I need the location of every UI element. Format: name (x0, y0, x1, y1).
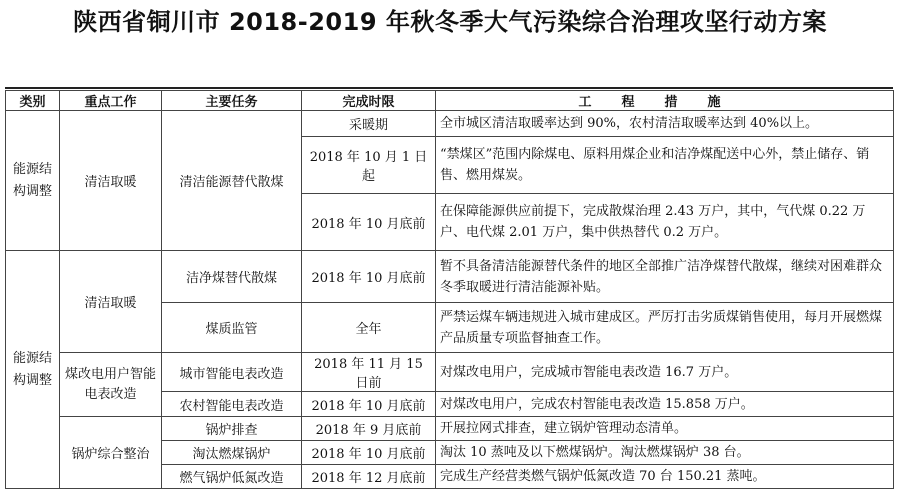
measure-cell: 开展拉网式排查，建立锅炉管理动态清单。 (436, 417, 894, 441)
measure-cell: 全市城区清洁取暖率达到 90%，农村清洁取暖率达到 40%以上。 (436, 111, 894, 137)
table-row (6, 111, 894, 137)
deadline-cell: 2018 年 10 月底前 (302, 392, 436, 417)
measure-cell: 对煤改电用户，完成城市智能电表改造 16.7 万户。 (436, 353, 894, 392)
task-cell: 农村智能电表改造 (162, 392, 302, 417)
measure-cell: 完成生产经营类燃气锅炉低氮改造 70 台 150.21 蒸吨。 (436, 465, 894, 489)
category-cell: 能源结构调整 (6, 251, 60, 489)
measure-cell: 严禁运煤车辆违规进入城市建成区。严厉打击劣质煤销售使用，每月开展燃煤产品质量专项监督抽查工作。 (436, 303, 894, 353)
measure-cell: 对煤改电用户，完成农村智能电表改造 15.858 万户。 (436, 392, 894, 417)
action-plan-table (5, 90, 894, 489)
key-work-cell: 锅炉综合整治 (60, 417, 162, 489)
category-cell: 能源结构调整 (6, 111, 60, 251)
task-cell: 城市智能电表改造 (162, 353, 302, 392)
deadline-cell: 采暖期 (302, 111, 436, 137)
key-work-cell: 清洁取暖 (60, 111, 162, 251)
header-key-work: 重点工作 (60, 91, 162, 111)
measure-cell: 淘汰 10 蒸吨及以下燃煤锅炉。淘汰燃煤锅炉 38 台。 (436, 441, 894, 465)
task-cell: 淘汰燃煤锅炉 (162, 441, 302, 465)
table-row (6, 353, 894, 392)
deadline-cell: 2018 年 9 月底前 (302, 417, 436, 441)
key-work-cell: 清洁取暖 (60, 251, 162, 353)
deadline-cell: 2018 年 10 月底前 (302, 194, 436, 251)
header-row (6, 91, 894, 111)
table-row (6, 251, 894, 303)
page-title: 陕西省铜川市 2018-2019 年秋冬季大气污染综合治理攻坚行动方案 (73, 8, 827, 36)
deadline-cell: 全年 (302, 303, 436, 353)
title-divider (5, 87, 893, 89)
header-deadline: 完成时限 (302, 91, 436, 111)
task-cell: 煤质监管 (162, 303, 302, 353)
header-category: 类别 (6, 91, 60, 111)
task-cell: 燃气锅炉低氮改造 (162, 465, 302, 489)
task-cell: 洁净煤替代散煤 (162, 251, 302, 303)
header-measures: 工程措施 (436, 91, 894, 111)
header-main-task: 主要任务 (162, 91, 302, 111)
deadline-cell: 2018 年 12 月底前 (302, 465, 436, 489)
deadline-cell: 2018 年 10 月底前 (302, 251, 436, 303)
deadline-cell: 2018 年 10 月底前 (302, 441, 436, 465)
task-cell: 锅炉排查 (162, 417, 302, 441)
task-cell: 清洁能源替代散煤 (162, 111, 302, 251)
measure-cell: 在保障能源供应前提下，完成散煤治理 2.43 万户，其中，气代煤 0.22 万户、电代煤 2.01 万户，集中供热替代 0.2 万户。 (436, 194, 894, 251)
measure-cell: “禁煤区”范围内除煤电、原料用煤企业和洁净煤配送中心外，禁止储存、销售、燃用煤炭。 (436, 137, 894, 194)
table-row (6, 417, 894, 441)
deadline-cell: 2018 年 11 月 15 日前 (302, 353, 436, 392)
deadline-cell: 2018 年 10 月 1 日起 (302, 137, 436, 194)
key-work-cell: 煤改电用户智能电表改造 (60, 353, 162, 417)
measure-cell: 暂不具备清洁能源替代条件的地区全部推广洁净煤替代散煤，继续对困难群众冬季取暖进行清洁能源补贴。 (436, 251, 894, 303)
